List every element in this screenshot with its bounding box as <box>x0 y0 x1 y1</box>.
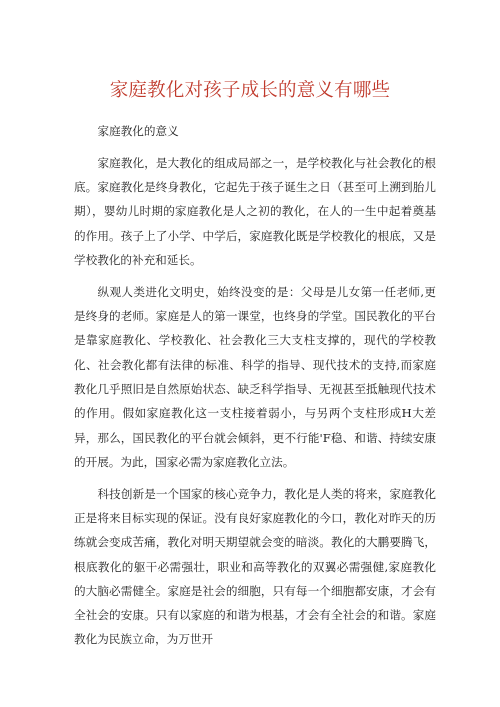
paragraph: 纵观人类进化文明史，始终没变的是：父母是儿女第一任老师,更是终身的老师。家庭是人的第一课堂，也终身的学堂。国民教化的平台是靠家庭教化、学校教化、社会教化三大支柱支撑的，现代的学校教化、社会教化都有法律的标准、科学的指导、现代技术的支持,而家庭教化几乎照旧是自然原始状态、缺乏科学指导、无视甚至抵触现代技术的作用。假如家庭教化这一支柱接着弱小，与另两个支柱形成H大差异，那么，国民教化的平台就会倾斜，更不行能'F稳、和谐、持续安康的开展。为此，国家必需为家庭教化立法。 <box>74 284 436 469</box>
paragraph: 家庭教化，是大教化的组成局部之一，是学校教化与社会教化的根底。家庭教化是终身教化，它起先于孩子诞生之日（甚至可上溯到胎儿期），婴幼儿时期的家庭教化是人之初的教化，在人的一生中起着奠基的作用。孩子上了小学、中学后，家庭教化既是学校教化的根底，又是学校教化的补充和延长。 <box>74 155 436 267</box>
paragraph: 科技创新是一个国家的核心竞争力，教化是人类的将来，家庭教化正是将来目标实现的保证。没有良好家庭教化的今口，教化对昨天的历练就会变成苦痛，教化对明天期望就会变的暗淡。教化的大鹏要腾飞，根底教化的躯干必需强壮，职业和高等教化的双翼必需强健,家庭教化的大脑必需健全。家庭是社会的细胞，只有每一个细胞都安康，才会有全社会的安康。只有以家庭的和谐为根基，才会有全社会的和谐。家庭教化为民族立命，为万世开 <box>74 486 436 647</box>
document-title: 家庭教化对孩子成长的意义有哪些 <box>109 80 391 101</box>
document-body <box>74 119 436 659</box>
section-heading: 家庭教化的意义 <box>97 124 179 138</box>
